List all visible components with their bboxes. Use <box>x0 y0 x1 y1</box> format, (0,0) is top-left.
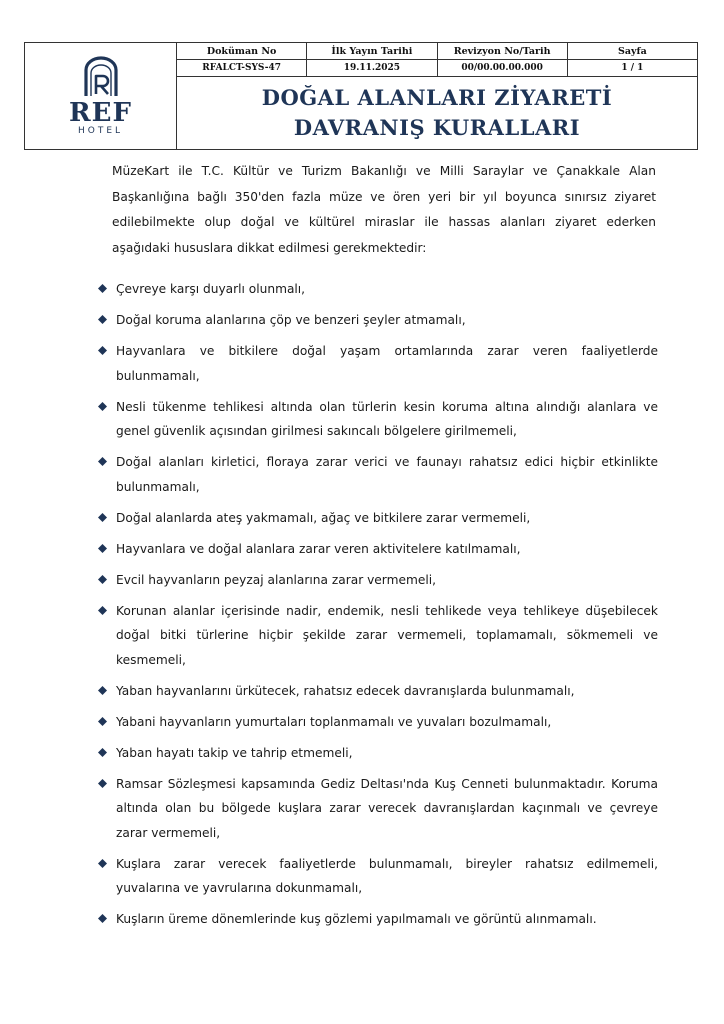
title-line-2: DAVRANIŞ KURALLARI <box>293 115 581 140</box>
rule-text: Doğal alanlarda ateş yakmamalı, ağaç ve bitkilere zarar vermemeli, <box>116 510 531 525</box>
rule-text: Ramsar Sözleşmesi kapsamında Gediz Deltası'nda Kuş Cenneti bulunmaktadır. Koruma altında olan bu bölgede kuşlara zarar verecek davranışlardan kaçınmalı ve çevreye zarar vermemeli, <box>116 776 658 840</box>
rule-text: Nesli tükenme tehlikesi altında olan türlerin kesin koruma altına alındığı alanlara ve genel güvenlik açısından girilmesi sakıncalı bölgelere girilmemeli, <box>116 399 658 438</box>
rule-item <box>98 277 658 302</box>
rule-text: Hayvanlara ve doğal alanlara zarar veren aktivitelere katılmamalı, <box>116 541 521 556</box>
rule-text: Korunan alanlar içerisinde nadir, endemik, nesli tehlikede veya tehlikeye düşebilecek doğal bitki türlerine hiçbir şekilde zarar vermemeli, toplamamalı, sökmemeli ve kesmemeli, <box>116 603 658 667</box>
rule-text: Evcil hayvanların peyzaj alanlarına zarar vermemeli, <box>116 572 436 587</box>
rule-item <box>98 741 658 766</box>
rule-text: Yabani hayvanların yumurtaları toplanmamalı ve yuvaları bozulmamalı, <box>116 714 552 729</box>
diamond-bullet-icon <box>98 284 107 293</box>
rule-text: Hayvanlara ve bitkilere doğal yaşam ortamlarında zarar veren faaliyetlerde bulunmamalı, <box>116 344 658 383</box>
rule-text: Doğal alanları kirletici, floraya zarar verici ve faunayı rahatsız edici hiçbir etkinlikte bulunmamalı, <box>116 455 658 494</box>
rule-text: Doğal koruma alanlarına çöp ve benzeri şeyler atmamalı, <box>116 313 466 327</box>
diamond-bullet-icon <box>98 686 107 695</box>
diamond-bullet-icon <box>98 315 107 324</box>
rule-item <box>98 308 658 333</box>
diamond-bullet-icon <box>98 346 107 355</box>
logo-brand: REF <box>69 97 132 128</box>
page-value: 1 / 1 <box>567 60 697 77</box>
revision-value: 00/00.00.00.000 <box>437 60 567 77</box>
diamond-bullet-icon <box>98 513 107 522</box>
rule-item <box>98 772 658 846</box>
title-line-1: DOĞAL ALANLARI ZİYARETİ <box>261 85 613 110</box>
rules-list <box>98 277 658 938</box>
rule-text: Kuşların üreme dönemlerinde kuş gözlemi yapılmamalı ve görüntü alınmamalı. <box>116 912 597 926</box>
rule-text: Yaban hayvanlarını ürkütecek, rahatsız edecek davranışlarda bulunmamalı, <box>116 683 575 698</box>
diamond-bullet-icon <box>98 748 107 757</box>
doc-no-value: RFALCT-SYS-47 <box>177 60 307 77</box>
diamond-bullet-icon <box>98 779 107 788</box>
rule-item <box>98 710 658 735</box>
rule-item <box>98 537 658 562</box>
rule-item <box>98 339 658 388</box>
rule-text: Kuşlara zarar verecek faaliyetlerde bulunmamalı, bireyler rahatsız edilmemeli, yuvalarına ve yavrularına dokunmamalı, <box>116 856 658 895</box>
rule-item <box>98 450 658 499</box>
page-label: Sayfa <box>567 43 697 60</box>
document-title <box>177 77 698 150</box>
first-pub-value: 19.11.2025 <box>307 60 437 77</box>
rule-item <box>98 907 658 932</box>
rule-item <box>98 852 658 901</box>
diamond-bullet-icon <box>98 717 107 726</box>
rule-item <box>98 568 658 593</box>
intro-paragraph: MüzeKart ile T.C. Kültür ve Turizm Bakanlığı ve Milli Saraylar ve Çanakkale Alan Başkanlığına bağlı 350'den fazla müze ve ören yeri bir yıl boyunca sınırsız ziyaret edilebilmekte olup doğal ve kültürel miraslar ile hassas alanları ziyaret ederken aşağıdaki hususlara dikkat edilmesi gerekmektedir: <box>112 164 656 255</box>
ref-hotel-logo-icon <box>81 56 121 98</box>
hotel-logo <box>25 43 176 149</box>
logo-cell <box>25 43 177 150</box>
diamond-bullet-icon <box>98 859 107 868</box>
revision-label: Revizyon No/Tarih <box>437 43 567 60</box>
diamond-bullet-icon <box>98 457 107 466</box>
rule-text: Yaban hayatı takip ve tahrip etmemeli, <box>116 745 353 760</box>
diamond-bullet-icon <box>98 544 107 553</box>
rule-item <box>98 395 658 444</box>
diamond-bullet-icon <box>98 914 107 923</box>
diamond-bullet-icon <box>98 402 107 411</box>
document-header <box>24 42 698 150</box>
rule-text: Çevreye karşı duyarlı olunmalı, <box>116 282 306 296</box>
doc-no-label: Doküman No <box>177 43 307 60</box>
rule-item <box>98 599 658 673</box>
first-pub-label: İlk Yayın Tarihi <box>307 43 437 60</box>
logo-subtitle: HOTEL <box>77 125 124 136</box>
diamond-bullet-icon <box>98 606 107 615</box>
rule-item <box>98 679 658 704</box>
diamond-bullet-icon <box>98 575 107 584</box>
rule-item <box>98 506 658 531</box>
